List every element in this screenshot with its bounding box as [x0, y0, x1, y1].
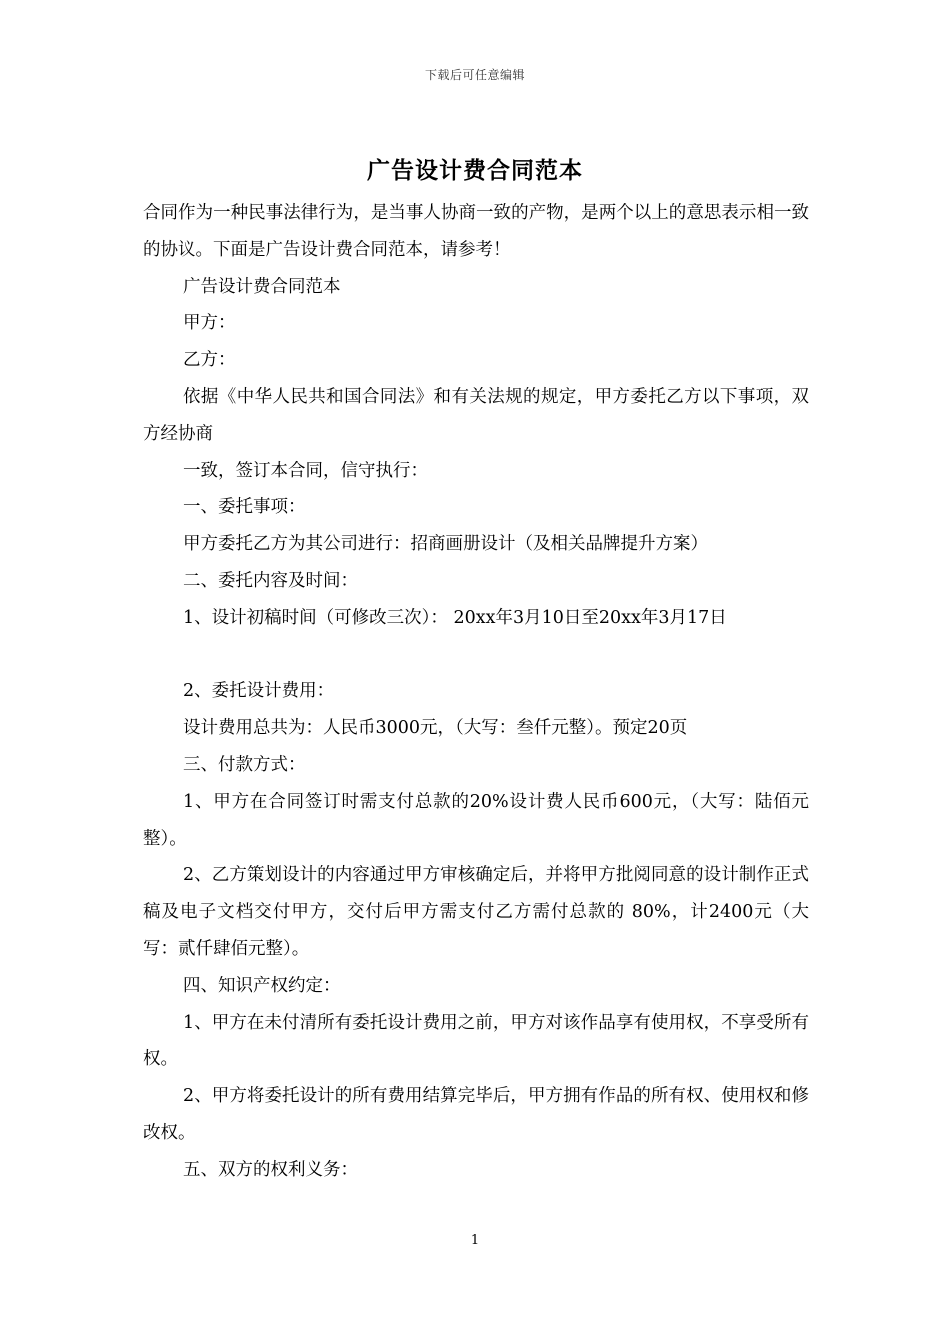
contract-heading: 广告设计费合同范本	[183, 276, 341, 297]
document-title: 广告设计费合同范本	[367, 157, 583, 184]
section-heading-3: 三、付款方式：	[183, 754, 306, 775]
header-note: 下载后可任意编辑	[424, 68, 525, 82]
party-a-line: 甲方：	[183, 313, 236, 334]
payment-clause-2: 2、乙方策划设计的内容通过甲方审核确定后，并将甲方批阅同意的设计制作正式稿及电子文档交付甲方，交付后甲方需支付乙方需付总款的 80%，计2400元（大写：贰仟肆佰元整）。	[143, 865, 809, 959]
section-heading-2: 二、委托内容及时间：	[183, 570, 358, 591]
ip-clause-1: 1、甲方在未付清所有委托设计费用之前，甲方对该作品享有使用权，不享受所有权。	[143, 1012, 809, 1070]
section-heading-4: 四、知识产权约定：	[183, 975, 341, 996]
agreement-line: 一致，签订本合同，信守执行：	[183, 460, 428, 481]
blank-line	[143, 637, 809, 674]
legal-basis-paragraph: 依据《中华人民共和国合同法》和有关法规的规定，甲方委托乙方以下事项，双方经协商	[143, 386, 809, 444]
section-heading-1: 一、委托事项：	[183, 497, 306, 518]
page-number: 1	[470, 1233, 480, 1248]
draft-schedule-line: 1、设计初稿时间（可修改三次）： 20xx年3月10日至20xx年3月17日	[183, 607, 727, 628]
intro-paragraph: 合同作为一种民事法律行为，是当事人协商一致的产物，是两个以上的意思表示相一致的协议。下面是广告设计费合同范本，请参考！	[143, 203, 809, 260]
fee-heading: 2、委托设计费用：	[183, 681, 335, 702]
commission-item: 甲方委托乙方为其公司进行：招商画册设计（及相关品牌提升方案）	[183, 534, 708, 555]
ip-clause-2: 2、甲方将委托设计的所有费用结算完毕后，甲方拥有作品的所有权、使用权和修改权。	[143, 1086, 809, 1143]
payment-clause-1: 1、甲方在合同签订时需支付总款的20%设计费人民币600元，（大写：陆佰元整）。	[143, 791, 809, 849]
section-heading-5: 五、双方的权利义务：	[183, 1159, 358, 1180]
party-b-line: 乙方：	[183, 350, 236, 371]
document-body	[143, 195, 809, 1189]
fee-total-line: 设计费用总共为：人民币3000元，（大写：叁仟元整）。预定20页	[183, 718, 688, 739]
